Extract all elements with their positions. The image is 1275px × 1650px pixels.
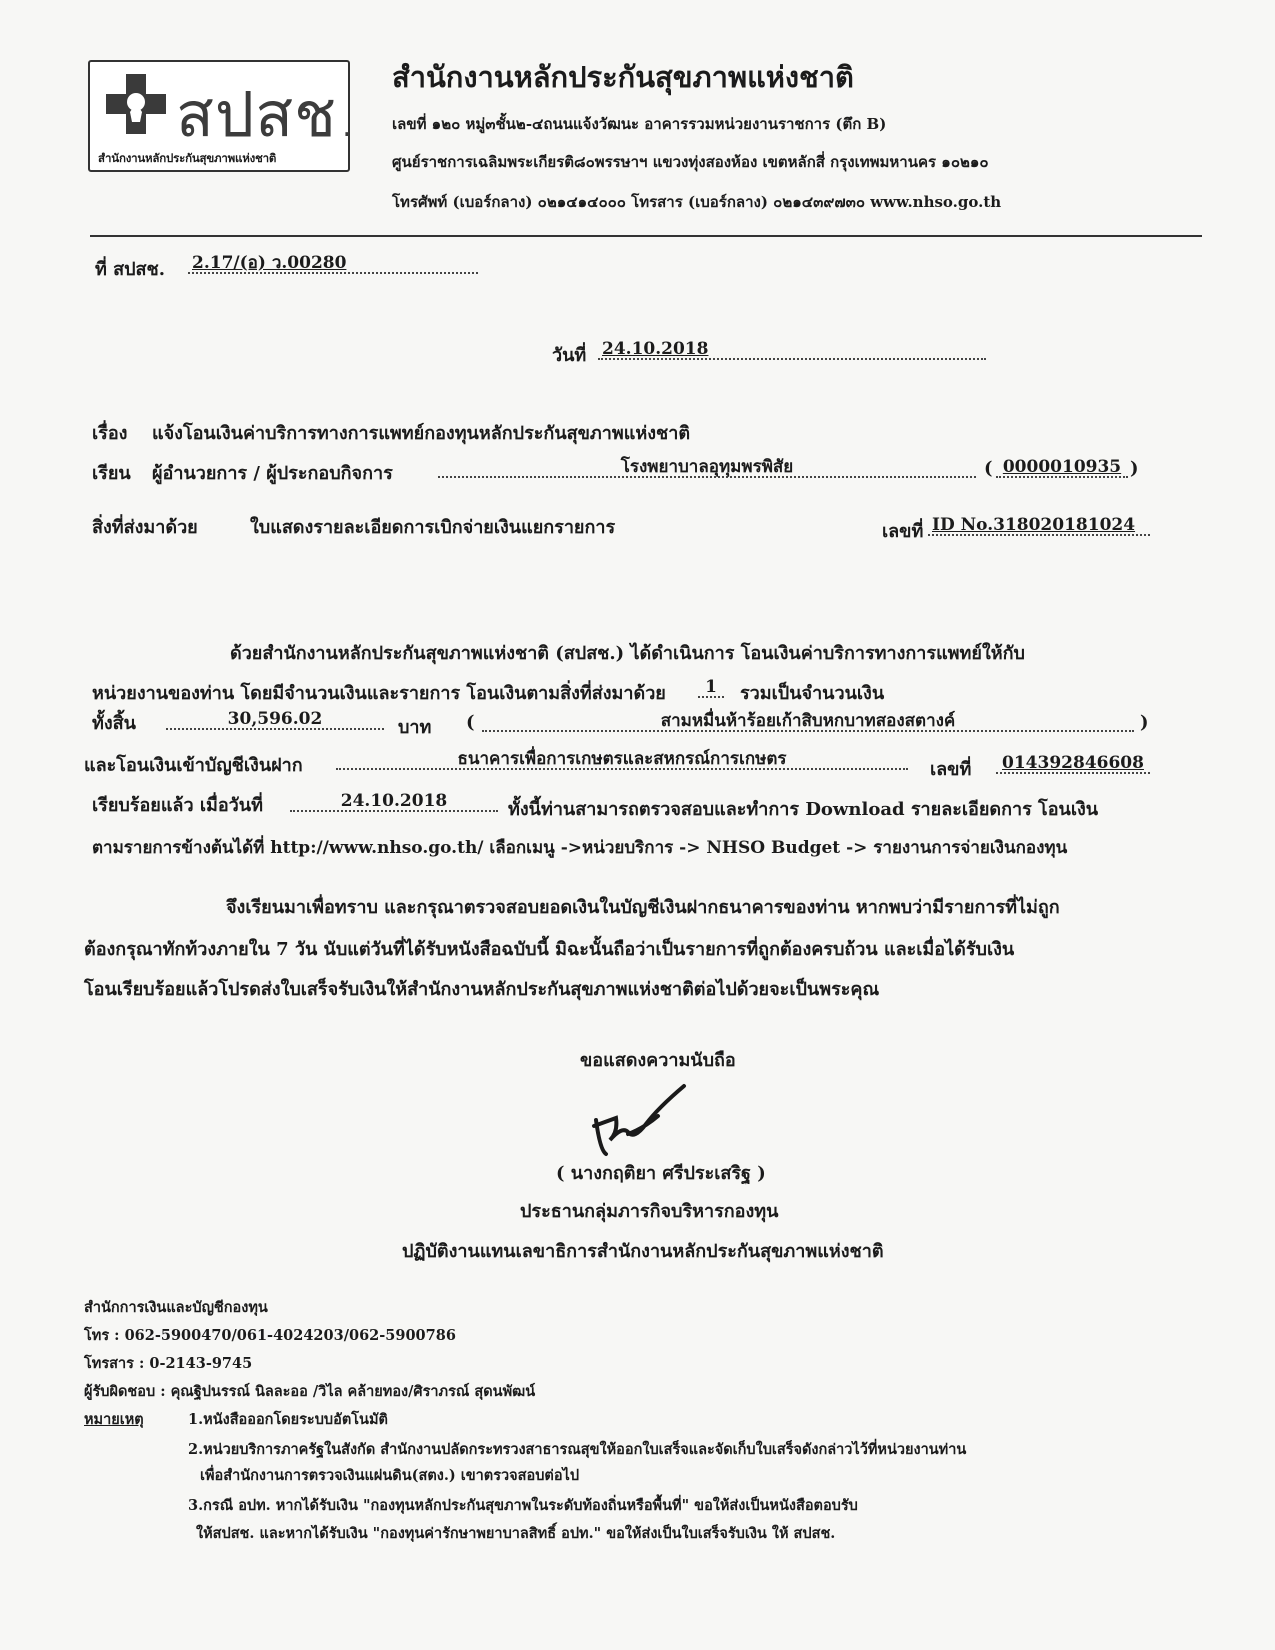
paren-open: ( — [466, 712, 475, 733]
enclosure-label: สิ่งที่ส่งมาด้วย — [92, 517, 198, 538]
enclosure-no-label: เลขที่ — [882, 521, 924, 542]
note-2a: 2.หน่วยบริการภาครัฐในสังกัด สำนักงานปลัดกระทรวงสาธารณสุขให้ออกใบเสร็จและจัดเก็บใบเสร็จดังกล่าวไว้ที่หน่วยงานท่าน — [188, 1441, 967, 1458]
body-p2-line-1: จึงเรียนมาเพื่อทราบ และกรุณาตรวจสอบยอดเงินในบัญชีเงินฝากธนาคารของท่าน หากพบว่ามีรายการที่ไม่ถูก — [226, 897, 1060, 918]
signer-name: ( นางกฤติยา ศรีประเสริฐ ) — [556, 1163, 766, 1184]
ref-value — [188, 252, 478, 274]
contact-line: โทรศัพท์ (เบอร์กลาง) ๐๒๑๔๑๔๐๐๐ โทรสาร (เบอร์กลาง) ๐๒๑๔๓๙๗๓๐ www.nhso.go.th — [392, 193, 1002, 211]
enclosure-count: 1 — [698, 676, 724, 698]
remark-label: หมายเหตุ — [84, 1411, 144, 1428]
menu-path: ตามรายการข้างต้นได้ที่ http://www.nhso.go.th/ เลือกเมนู ->หน่วยบริการ -> NHSO Budget -> รายงานการจ่ายเงินกองทุน — [92, 838, 1068, 858]
ref-number: 2.17/(อ) ว.00280 — [192, 253, 347, 273]
to-label: เรียน — [92, 463, 131, 484]
signer-title-1: ประธานกลุ่มภารกิจบริหารกองทุน — [520, 1201, 779, 1222]
note-1: 1.หนังสือออกโดยระบบอัตโนมัติ — [188, 1411, 388, 1428]
done-label: เรียบร้อยแล้ว เมื่อวันที่ — [92, 795, 263, 816]
address-line-2: ศูนย์ราชการเฉลิมพระเกียรติ๘๐พรรษาฯ แขวงทุ่งสองห้อง เขตหลักสี่ กรุงเทพมหานคร ๑๐๒๑๐ — [392, 153, 989, 171]
ref-label: ที่ สปสช. — [95, 259, 166, 280]
account-label: เลขที่ — [930, 759, 972, 780]
enclosure-value: ใบแสดงรายละเอียดการเบิกจ่ายเงินแยกรายการ — [250, 517, 616, 538]
header-divider — [90, 235, 1202, 237]
hospital-code-close: ) — [1130, 458, 1139, 479]
footer-tel: โทร : 062-5900470/061-4024203/062-5900786 — [84, 1327, 456, 1344]
subject-label: เรื่อง — [92, 423, 128, 444]
body-p2-line-3: โอนเรียบร้อยแล้วโปรดส่งใบเสร็จรับเงินให้สำนักงานหลักประกันสุขภาพแห่งชาติต่อไปด้วยจะเป็นพระคุณ — [84, 979, 880, 1000]
logo-subtitle: สำนักงานหลักประกันสุขภาพแห่งชาติ — [98, 151, 277, 165]
regards: ขอแสดงความนับถือ — [580, 1050, 736, 1071]
download-text: ทั้งนี้ท่านสามารถตรวจสอบและทำการ Download รายละเอียดการ โอนเงิน — [508, 799, 1099, 820]
account-number: 014392846608 — [996, 752, 1150, 774]
signature — [588, 1080, 708, 1160]
total-amount: 30,596.02 — [166, 708, 384, 730]
date-value: 24.10.2018 — [598, 338, 986, 360]
logo-text: สปสช. — [176, 78, 358, 151]
note-2b: เพื่อสำนักงานการตรวจเงินแผ่นดิน(สตง.) เขาตรวจสอบต่อไป — [200, 1467, 580, 1484]
note-3a: 3.กรณี อปท. หากได้รับเงิน "กองทุนหลักประกันสุขภาพในระดับท้องถิ่นหรือพื้นที่" ขอให้ส่งเป็นหนังสือตอบรับ — [188, 1497, 858, 1514]
org-name: สำนักงานหลักประกันสุขภาพแห่งชาติ — [392, 60, 854, 94]
date-label: วันที่ — [552, 345, 587, 366]
total-label: ทั้งสิ้น — [92, 713, 136, 734]
body-line-1: ด้วยสำนักงานหลักประกันสุขภาพแห่งชาติ (สปสช.) ได้ดำเนินการ โอนเงินค่าบริการทางการแพทย์ให้กับ — [230, 643, 1025, 664]
subject-value: แจ้งโอนเงินค่าบริการทางการแพทย์กองทุนหลักประกันสุขภาพแห่งชาติ — [152, 423, 691, 444]
bank-label: และโอนเงินเข้าบัญชีเงินฝาก — [84, 755, 303, 776]
amount-words: สามหมื่นห้าร้อยเก้าสิบหกบาทสองสตางค์ — [482, 710, 1134, 732]
paren-close: ) — [1140, 712, 1149, 733]
note-3b: ให้สปสช. และหากได้รับเงิน "กองทุนค่ารักษาพยาบาลสิทธิ์ อปท." ขอให้ส่งเป็นใบเสร็จรับเงิน ให้ สปสช. — [196, 1525, 836, 1542]
address-line-1: เลขที่ ๑๒๐ หมู่๓ชั้น๒-๔ถนนแจ้งวัฒนะ อาคารรวมหน่วยงานราชการ (ตึก B) — [392, 115, 887, 133]
medical-cross-icon — [104, 72, 168, 136]
hospital-name: โรงพยาบาลอุทุมพรพิสัย — [438, 456, 976, 478]
bank-name: ธนาคารเพื่อการเกษตรและสหกรณ์การเกษตร — [336, 748, 908, 770]
body-p2-line-2: ต้องกรุณาทักท้วงภายใน 7 วัน นับแต่วันที่ได้รับหนังสือฉบับนี้ มิฉะนั้นถือว่าเป็นรายการที่ถูกต้องครบถ้วน และเมื่อได้รับเงิน — [84, 939, 1015, 960]
body-line-2b: รวมเป็นจำนวนเงิน — [740, 683, 885, 704]
baht-label: บาท — [398, 717, 432, 738]
transfer-date: 24.10.2018 — [290, 790, 498, 812]
enclosure-no: ID No.318020181024 — [928, 514, 1150, 536]
hospital-code: 0000010935 — [996, 456, 1128, 478]
footer-dept: สำนักการเงินและบัญชีกองทุน — [84, 1299, 268, 1316]
nhso-logo — [88, 60, 358, 172]
to-value: ผู้อำนวยการ / ผู้ประกอบกิจการ — [152, 463, 393, 484]
signer-title-2: ปฏิบัติงานแทนเลขาธิการสำนักงานหลักประกันสุขภาพแห่งชาติ — [402, 1241, 884, 1262]
body-line-2: หน่วยงานของท่าน โดยมีจำนวนเงินและรายการ โอนเงินตามสิ่งที่ส่งมาด้วย — [92, 683, 666, 704]
footer-fax: โทรสาร : 0-2143-9745 — [84, 1355, 253, 1372]
footer-responsible: ผู้รับผิดชอบ : คุณฐิปนรรณ์ นิลละออ /วิไล คล้ายทอง/ศิราภรณ์ สุดนพัฒน์ — [84, 1383, 536, 1400]
hospital-code-open: ( — [984, 458, 993, 479]
